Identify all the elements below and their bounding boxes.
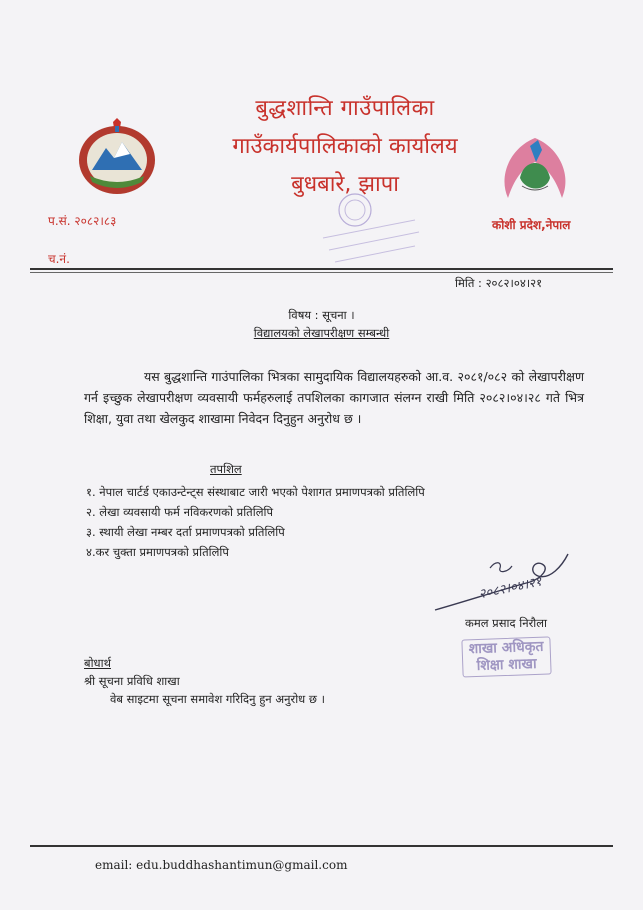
officer-stamp <box>461 636 551 677</box>
cc-message: वेब साइटमा सूचना समावेश गरिदिनु हुन अनुरोध छ । <box>110 692 325 706</box>
header-divider <box>30 268 613 270</box>
koshi-province-logo-icon <box>492 128 578 208</box>
list-item: २. लेखा व्यवसायी फर्म नविकरणको प्रतिलिपि <box>86 505 274 519</box>
office-stamp-icon <box>315 190 425 270</box>
attachment-list <box>86 482 425 562</box>
list-item: १. नेपाल चार्टर्ड एकाउन्टेन्ट्स संस्थाबाट जारी भएको पेशागत प्रमाणपत्रको प्रतिलिपि <box>86 485 425 499</box>
body-paragraph: यस बुद्धशान्ति गाउंपालिका भित्रका सामुदायिक विद्यालयहरुको आ.व. २०८१/०८२ को लेखापरीक्षण गर्न इच्छुक लेखापरीक्षण व्यवसायी फर्महरुलाई तपशिलका कागजात संलग्न राखी मिति २०८२।०४।२८ गते भित्र शिक्षा, युवा तथा खेलकुद शाखामा निवेदन दिनुहुन अनुरोध छ । <box>84 369 584 426</box>
cc-heading: बोधार्थ <box>84 656 111 670</box>
office-location: बुधबारे, झापा <box>291 172 399 197</box>
municipality-name: बुद्धशान्ति गाउँपालिका <box>255 96 435 121</box>
dispatch-number: च.नं. <box>48 252 70 266</box>
reference-number: प.सं. २०८२।८३ <box>48 214 117 228</box>
province-caption: कोशी प्रदेश,नेपाल <box>492 218 571 232</box>
nepal-emblem-icon <box>72 118 162 198</box>
signatory-name: कमल प्रसाद निरौला <box>465 616 548 630</box>
list-item: ३. स्थायी लेखा नम्बर दर्ता प्रमाणपत्रको प्रतिलिपि <box>86 525 285 539</box>
list-item: ४.कर चुक्ता प्रमाणपत्रको प्रतिलिपि <box>86 545 229 559</box>
letter-date: मिति : २०८२।०४।२१ <box>455 276 543 290</box>
header-divider-thin <box>30 272 613 273</box>
list-heading: तपशिल <box>210 462 242 476</box>
cc-recipient: श्री सूचना प्रविधि शाखा <box>84 674 180 688</box>
footer-email: email: edu.buddhashantimun@gmail.com <box>95 858 348 872</box>
signature-date: २०८२।०४।२१ <box>477 574 544 603</box>
footer-divider <box>30 845 613 847</box>
stamp-line: शाखा अधिकृत <box>468 638 544 658</box>
stamp-line: शिक्षा शाखा <box>476 655 537 675</box>
subject-subtitle: विद्यालयको लेखापरीक्षण सम्बन्धी <box>253 326 390 340</box>
office-name: गाउँकार्यपालिकाको कार्यालय <box>232 134 458 159</box>
subject-title: विषय : सूचना । <box>288 308 355 322</box>
